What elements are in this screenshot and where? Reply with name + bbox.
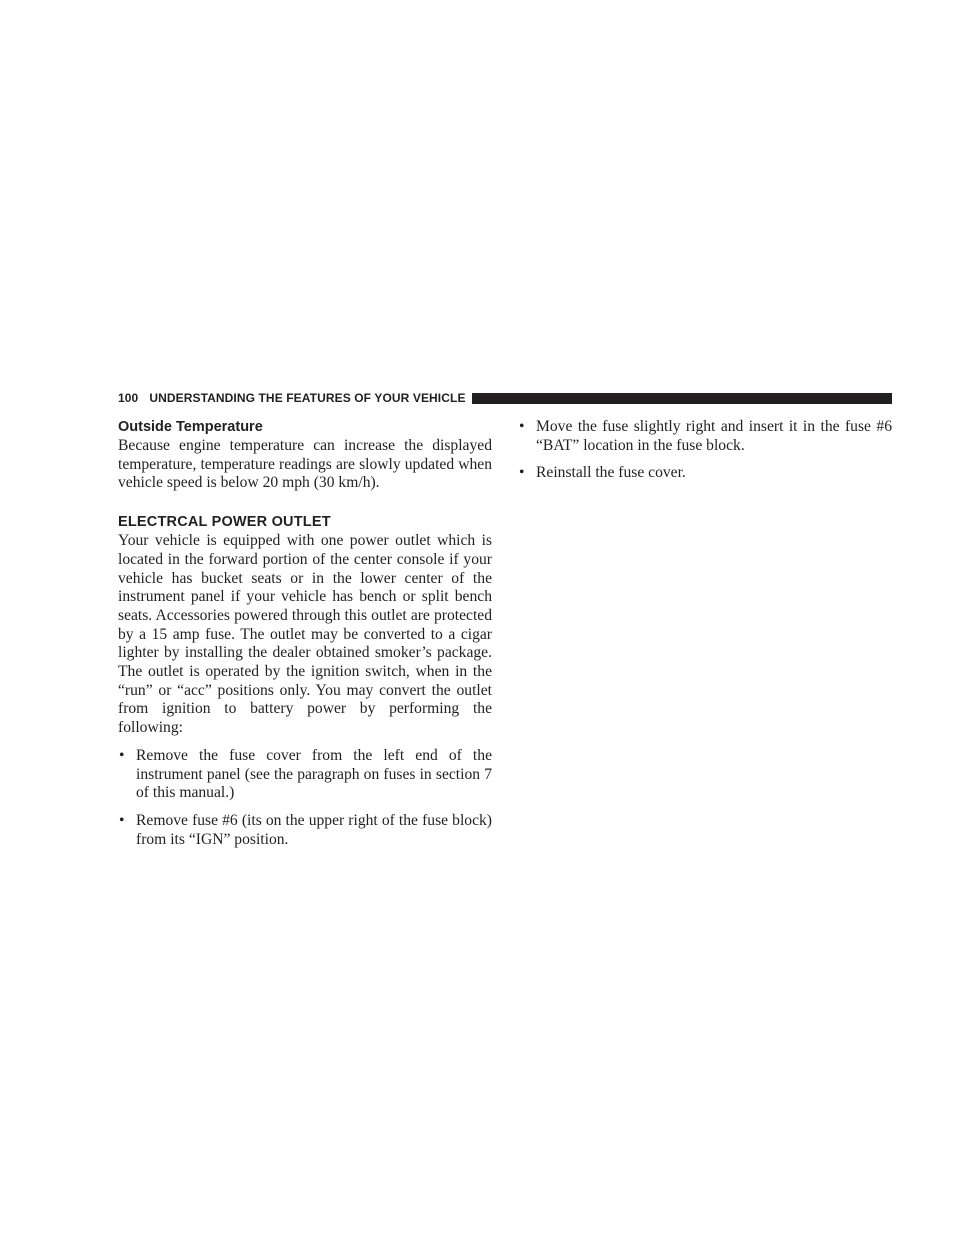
outside-temperature-heading: Outside Temperature <box>118 419 263 435</box>
list-item-text: Move the fuse slightly right and insert it in the fuse #6 “BAT” location in the fuse block. <box>536 418 892 454</box>
list-item-text: Remove fuse #6 (its on the upper right of the fuse block) from its “IGN” position. <box>136 811 492 848</box>
header-rule-bar <box>472 393 892 404</box>
power-outlet-heading: ELECTRCAL POWER OUTLET <box>118 514 331 531</box>
list-item <box>518 418 892 455</box>
bullet-icon: • <box>519 464 525 482</box>
running-title: UNDERSTANDING THE FEATURES OF YOUR VEHICLE <box>149 391 466 405</box>
bullet-icon: • <box>519 418 525 435</box>
power-outlet-steps-left <box>118 747 492 850</box>
page-number: 100 <box>118 391 139 405</box>
power-outlet-steps-right <box>518 418 892 483</box>
list-item-text: Remove the fuse cover from the left end of the instrument panel (see the paragraph on fuses in section 7 of this manual.) <box>136 746 492 802</box>
bullet-icon: • <box>119 746 125 764</box>
bullet-icon: • <box>119 811 125 829</box>
list-item <box>518 464 892 483</box>
list-item <box>118 812 492 849</box>
list-item <box>118 747 492 803</box>
outside-temperature-body: Because engine temperature can increase the displayed temperature, temperature readings are slowly updated when vehicle speed is below 20 mph (30 km/h). <box>118 437 492 492</box>
right-column <box>518 418 892 492</box>
page-header <box>118 390 892 406</box>
list-item-text: Reinstall the fuse cover. <box>536 464 686 482</box>
left-column <box>118 418 492 858</box>
power-outlet-body: Your vehicle is equipped with one power outlet which is located in the forward portion of the center console if your vehicle has bucket seats or in the lower center of the instrument panel if your vehicle has bench or split bench seats. Accessories powered through this outlet are protected by a 15 amp fuse. The outlet may be converted to a cigar lighter by installing the dealer obtained smoker’s package. The outlet is operated by the ignition switch, when in the “run” or “acc” positions only. You may convert the outlet from ignition to battery power by performing the following: <box>118 532 492 737</box>
